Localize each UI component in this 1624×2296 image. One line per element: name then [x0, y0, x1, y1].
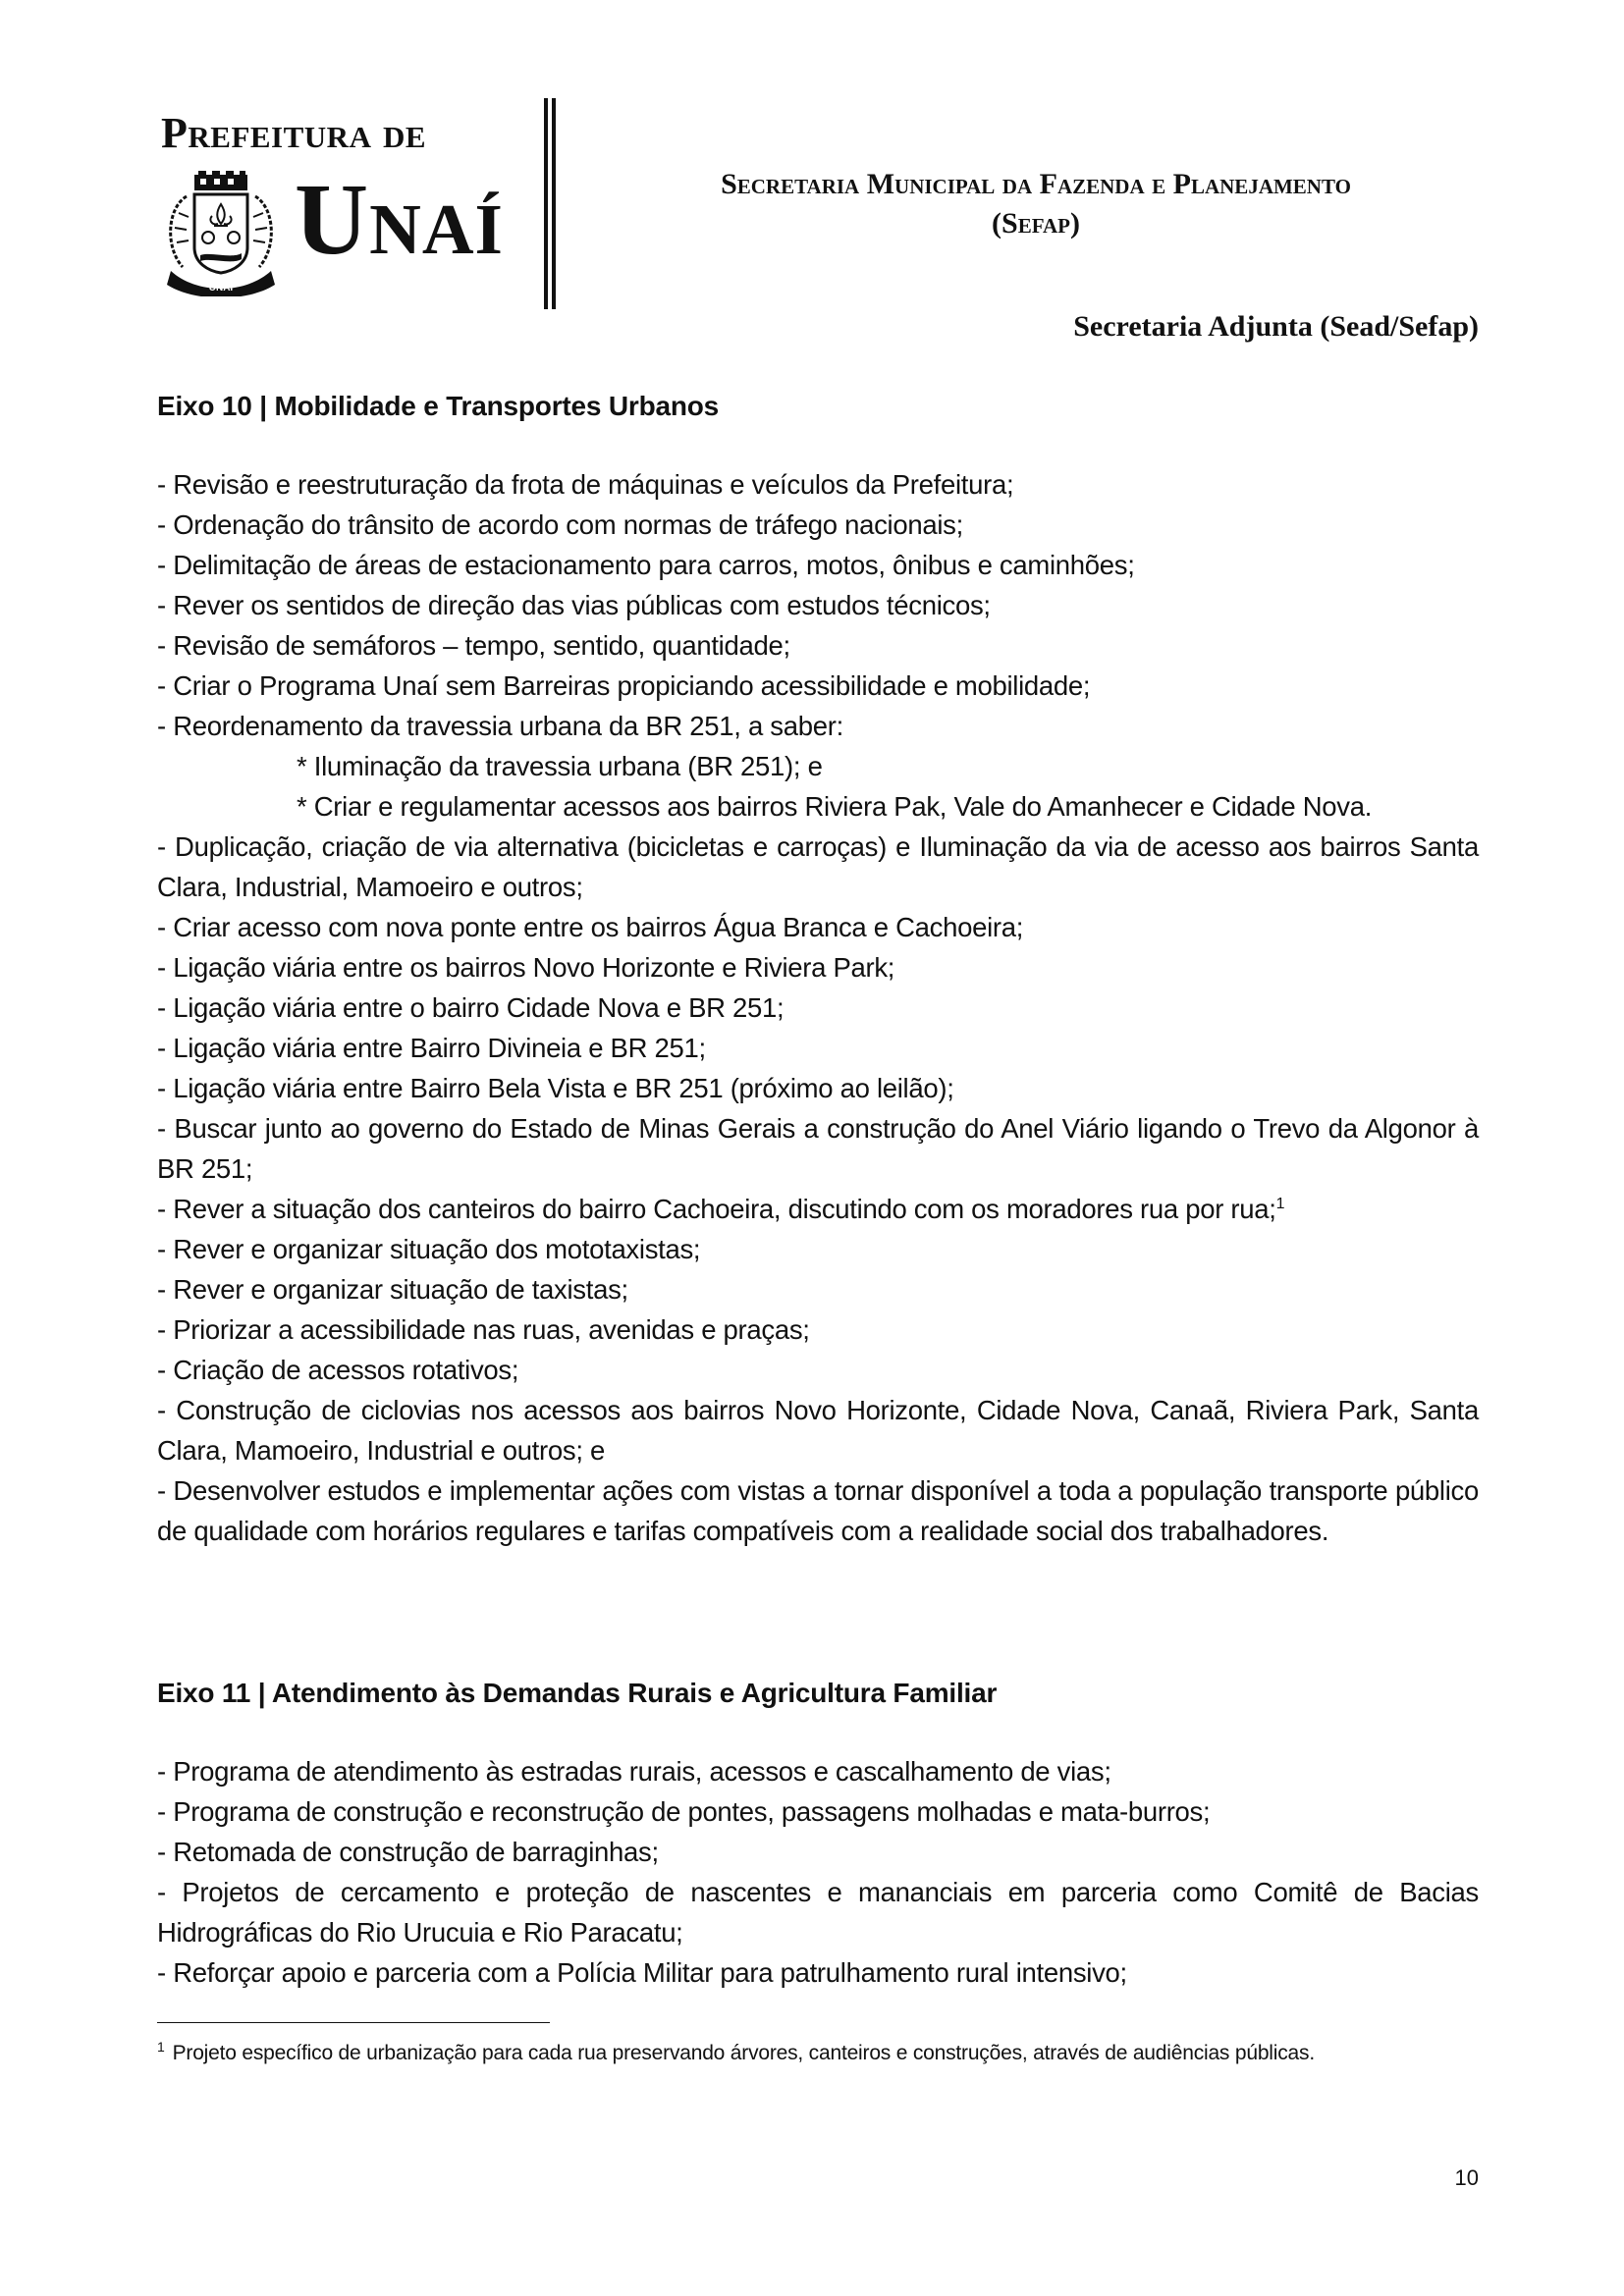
- list-item: - Ligação viária entre Bairro Bela Vista e BR 251 (próximo ao leilão);: [157, 1073, 954, 1103]
- footnote-text: Projeto específico de urbanização para cada rua preservando árvores, canteiros e construções, através de audiências públicas.: [172, 2042, 1315, 2064]
- section-eixo-11-list: [157, 1751, 1479, 1993]
- section-heading-eixo-10: Eixo 10 | Mobilidade e Transportes Urbanos: [157, 391, 720, 421]
- secretariat-title-line1: Secretaria Municipal da Fazenda e Planejamento: [721, 168, 1351, 200]
- list-item: - Criar acesso com nova ponte entre os bairros Água Branca e Cachoeira;: [157, 912, 1024, 942]
- list-item: - Rever e organizar situação dos mototaxistas;: [157, 1234, 701, 1264]
- list-item: - Ordenação do trânsito de acordo com normas de tráfego nacionais;: [157, 509, 963, 540]
- list-subitem: * Criar e regulamentar acessos aos bairros Riviera Pak, Vale do Amanhecer e Cidade Nova.: [297, 791, 1373, 822]
- secretariat-title: [599, 165, 1473, 243]
- prefeitura-logo: [157, 108, 511, 304]
- footnote-number: 1: [157, 2039, 165, 2055]
- footnote: [157, 2038, 1479, 2069]
- list-item: - Duplicação, criação de via alternativa (bicicletas e carroças) e Iluminação da via de acesso aos bairros Santa Clara, Industrial, Mamoeiro e outros;: [157, 831, 1479, 902]
- list-item: - Ligação viária entre os bairros Novo Horizonte e Riviera Park;: [157, 952, 895, 983]
- list-item: - Rever e organizar situação de taxistas;: [157, 1274, 628, 1305]
- sub-secretariat-label: Secretaria Adjunta (Sead/Sefap): [1073, 310, 1479, 343]
- list-item: - Rever os sentidos de direção das vias públicas com estudos técnicos;: [157, 590, 991, 620]
- list-item: - Retomada de construção de barraginhas;: [157, 1837, 659, 1867]
- list-item-with-footnote: [157, 1189, 1479, 1229]
- list-item: - Programa de construção e reconstrução de pontes, passagens molhadas e mata-burros;: [157, 1796, 1211, 1827]
- list-item: - Projetos de cercamento e proteção de nascentes e mananciais em parceria como Comitê de Bacias Hidrográficas do Rio Urucuia e Rio Paracatu;: [157, 1877, 1479, 1948]
- list-item: - Delimitação de áreas de estacionamento para carros, motos, ônibus e caminhões;: [157, 550, 1135, 580]
- list-item: - Buscar junto ao governo do Estado de Minas Gerais a construção do Anel Viário ligando o Trevo da Algonor à BR 251;: [157, 1113, 1479, 1184]
- list-item: - Reforçar apoio e parceria com a Polícia Militar para patrulhamento rural intensivo;: [157, 1957, 1127, 1988]
- list-item: - Ligação viária entre Bairro Divineia e BR 251;: [157, 1033, 706, 1063]
- org-name-line1: Prefeitura de: [161, 109, 427, 157]
- secretariat-title-line2: (Sefap): [992, 207, 1080, 240]
- list-item: - Construção de ciclovias nos acessos aos bairros Novo Horizonte, Cidade Nova, Canaã, Riviera Park, Santa Clara, Mamoeiro, Industrial e outros; e: [157, 1395, 1479, 1466]
- page-number: 10: [1454, 2165, 1479, 2190]
- section-eixo-10-list: [157, 464, 1479, 1551]
- list-item: - Revisão de semáforos – tempo, sentido, quantidade;: [157, 630, 790, 661]
- list-item: - Ligação viária entre o bairro Cidade Nova e BR 251;: [157, 992, 785, 1023]
- header-divider: [544, 98, 556, 309]
- municipal-crest-icon: [157, 169, 285, 296]
- list-item: - Desenvolver estudos e implementar ações com vistas a tornar disponível a toda a população transporte público de qualidade com horários regulares e tarifas compatíveis com a realidade social dos trabalhadores.: [157, 1475, 1479, 1546]
- list-item: - Reordenamento da travessia urbana da BR 251, a saber:: [157, 711, 843, 741]
- crest-ribbon-text: UNAÍ: [208, 283, 234, 294]
- list-item: - Priorizar a acessibilidade nas ruas, avenidas e praças;: [157, 1314, 810, 1345]
- footnote-ref[interactable]: 1: [1275, 1195, 1285, 1212]
- list-item: - Criar o Programa Unaí sem Barreiras propiciando acessibilidade e mobilidade;: [157, 670, 1091, 701]
- list-subitem: * Iluminação da travessia urbana (BR 251); e: [297, 751, 823, 781]
- list-item: - Criação de acessos rotativos;: [157, 1355, 519, 1385]
- list-item: - Revisão e reestruturação da frota de máquinas e veículos da Prefeitura;: [157, 469, 1014, 500]
- section-heading-eixo-11: Eixo 11 | Atendimento às Demandas Rurais e Agricultura Familiar: [157, 1678, 998, 1708]
- footnote-separator: [157, 2022, 550, 2023]
- list-item: - Programa de atendimento às estradas rurais, acessos e cascalhamento de vias;: [157, 1756, 1111, 1787]
- list-item-text: - Rever a situação dos canteiros do bairro Cachoeira, discutindo com os moradores rua por rua;: [157, 1194, 1276, 1224]
- org-name-line2: Unaí: [295, 163, 504, 276]
